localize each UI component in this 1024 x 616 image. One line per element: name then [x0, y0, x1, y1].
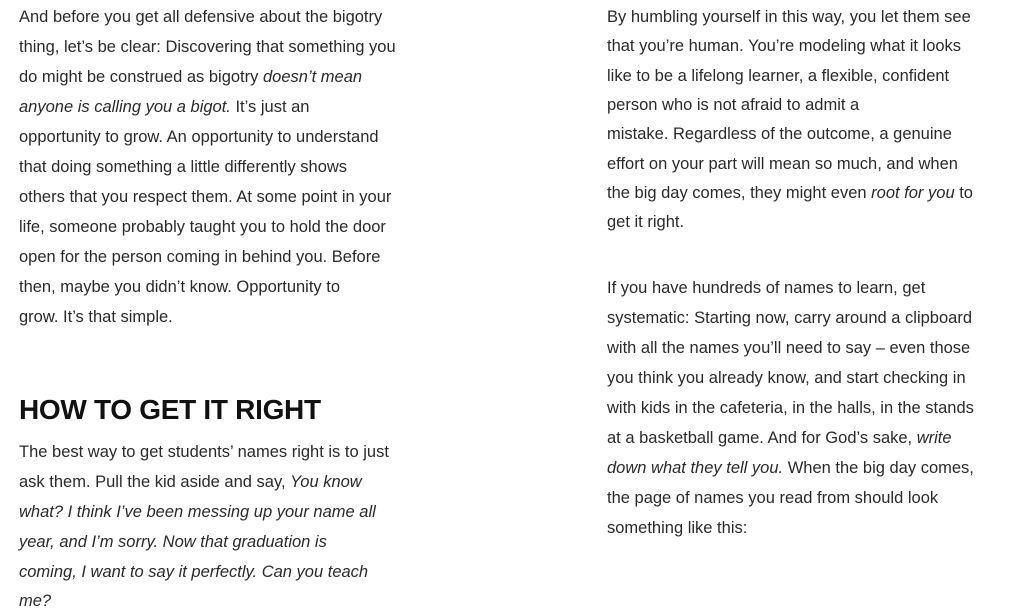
emphasis: down what they tell you. [607, 459, 784, 477]
right-p1-line-1: By humbling yourself in this way, you let them see [607, 8, 971, 26]
right-p1-line-3: like to be a lifelong learner, a flexible, confident [607, 67, 950, 85]
left-p2-line-2: ask them. Pull the kid aside and say, You know [19, 473, 362, 491]
left-p1-line-7: others that you respect them. At some point in your [19, 188, 392, 206]
section-heading: HOW TO GET IT RIGHT [19, 394, 321, 425]
left-p1-line-1: And before you get all defensive about the bigotry [19, 8, 383, 26]
left-p1-line-10: then, maybe you didn’t know. Opportunity to [19, 278, 341, 296]
right-p2-line-8: the page of names you read from should look [607, 489, 939, 507]
emphasis: You know [290, 473, 362, 491]
right-p2-line-5: with kids in the cafeteria, in the halls, in the stands [607, 399, 974, 417]
emphasis: doesn’t mean [262, 68, 363, 86]
right-p1-line-8: get it right. [607, 213, 685, 231]
left-p1-line-6: that doing something a little differently shows [19, 158, 348, 176]
left-p2-line-5 [19, 561, 368, 583]
right-p1-line-5: mistake. Regardless of the outcome, a genuine [607, 125, 952, 143]
right-p2-line-1: If you have hundreds of names to learn, get [607, 279, 926, 297]
left-p1-line-2: thing, let’s be clear: Discovering that something you [19, 38, 396, 56]
right-p1-line-6: effort on your part will mean so much, and when [607, 155, 958, 173]
left-p1-line-5: opportunity to grow. An opportunity to understand [19, 128, 379, 146]
left-p1-line-3: do might be construed as bigotry doesn’t mean [19, 68, 363, 86]
left-p2-line-3 [19, 501, 376, 523]
emphasis: root for you [871, 184, 955, 202]
left-p2-line-6 [19, 590, 51, 612]
emphasis: year, and I’m sorry. Now that graduation is [19, 533, 327, 551]
emphasis: me? [19, 592, 52, 610]
right-p1-line-4: person who is not afraid to admit a [607, 96, 860, 114]
right-p2-line-7: down what they tell you. When the big day comes, [607, 459, 974, 477]
left-p2-line-1: The best way to get students’ names right is to just [19, 443, 389, 461]
left-p1-line-9: open for the person coming in behind you. Before [19, 248, 381, 266]
right-p1-line-2: that you’re human. You’re modeling what it looks [607, 37, 962, 55]
right-p2-line-6: at a basketball game. And for God’s sake, write [607, 429, 952, 447]
left-p1-line-11: grow. It’s that simple. [19, 308, 173, 326]
right-p2-line-2: systematic: Starting now, carry around a clipboard [607, 309, 973, 327]
emphasis: anyone is calling you a bigot. [19, 98, 231, 116]
emphasis: write [916, 429, 952, 447]
left-p2-line-4 [19, 531, 327, 553]
emphasis: coming, I want to say it perfectly. Can you teach [19, 563, 369, 581]
right-p2-line-9: something like this: [607, 519, 748, 537]
left-p1-line-8: life, someone probably taught you to hold the door [19, 218, 386, 236]
right-p1-line-7: the big day comes, they might even root for you to [607, 184, 973, 202]
right-p2-line-4: you think you already know, and start checking in [607, 369, 966, 387]
emphasis: what? I think I’ve been messing up your name all [19, 503, 376, 521]
right-p2-line-3: with all the names you’ll need to say – even those [607, 339, 971, 357]
left-p1-line-4: anyone is calling you a bigot. It’s just an [19, 98, 310, 116]
